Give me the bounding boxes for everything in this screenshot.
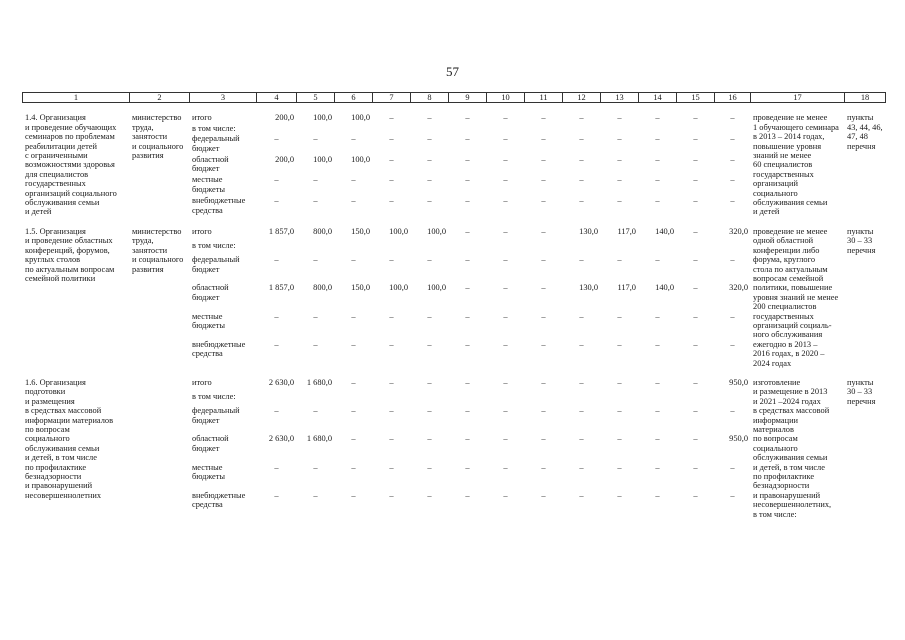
value-cell: – [503,311,508,321]
value-cell: 2 630,0 [268,377,294,387]
value-cell: – [730,255,735,265]
funding-source: внебюджетные средства [192,196,246,215]
value-cell [563,241,601,255]
expected-result: проведение не менее 1 обучающего семинара в 2013 – 2014 годах, повышение уровня знаний не менее 60 специалистов государственных организаций социального обслуживания семьи и детей [753,113,839,217]
value-cell: – [351,377,356,387]
value-cell [449,241,487,255]
value-cell: – [541,377,546,387]
value-cell: – [503,134,508,144]
value-cell: – [313,406,318,416]
value-cell [563,124,601,134]
value-cell: – [313,134,318,144]
value-cell: – [351,339,356,349]
header-cell: 9 [449,93,487,103]
value-cell: – [579,406,584,416]
value-cell: – [730,175,735,185]
value-cell [601,241,639,255]
value-cell: – [274,490,279,500]
value-cell: – [351,434,356,444]
funding-source: итого [192,113,212,123]
funding-source: местные бюджеты [192,311,226,330]
value-cell: – [427,377,432,387]
value-cell [257,392,297,406]
value-cell: – [730,462,735,472]
value-cell: – [579,134,584,144]
header-cell: 14 [639,93,677,103]
value-cell: 320,0 [729,226,748,236]
value-cell: – [313,490,318,500]
value-cell: – [541,311,546,321]
value-cell: 100,0 [427,226,446,236]
table-row [23,378,886,392]
value-cell: – [313,255,318,265]
value-cell: – [503,154,508,164]
value-cell: – [503,462,508,472]
header-cell: 8 [411,93,449,103]
value-cell: – [655,406,660,416]
value-cell: – [579,196,584,206]
value-cell: – [389,311,394,321]
value-cell: – [389,406,394,416]
table-row [23,113,886,123]
value-cell: – [427,134,432,144]
value-cell [297,124,335,134]
value-cell [335,392,373,406]
spacer-cell [23,217,886,227]
value-cell: 800,0 [313,283,332,293]
value-cell: – [351,406,356,416]
value-cell: – [655,196,660,206]
value-cell: – [541,434,546,444]
value-cell: – [427,255,432,265]
value-cell [487,392,525,406]
row-spacer [23,103,886,114]
measure-name: 1.4. Организация и проведение обучающих семинаров по проблемам реабилитации детей с ограниченными возможностями здоровья для специалистов государственных организаций социального обслуживания семьи и детей [25,113,117,217]
value-cell: – [274,196,279,206]
table-row [23,227,886,241]
executor: министерство труда, занятости и социального развития [132,226,184,274]
value-cell [257,124,297,134]
value-cell: – [465,226,470,236]
list-points: пункты 30 – 33 перечня [847,377,876,406]
value-cell: 140,0 [655,283,674,293]
value-cell: – [274,406,279,416]
value-cell: – [617,490,622,500]
value-cell: – [541,196,546,206]
value-cell: – [351,311,356,321]
value-cell [677,124,715,134]
funding-source: местные бюджеты [192,462,226,482]
value-cell: – [730,339,735,349]
value-cell: – [655,113,660,123]
value-cell: 100,0 [389,226,408,236]
value-cell: – [655,339,660,349]
value-cell: – [427,339,432,349]
value-cell: – [693,377,698,387]
value-cell: – [503,490,508,500]
value-cell: – [541,226,546,236]
value-cell: – [693,255,698,265]
value-cell: – [351,196,356,206]
value-cell: – [655,175,660,185]
value-cell: 1 680,0 [306,434,332,444]
value-cell: – [579,255,584,265]
funding-source: областной бюджет [192,154,229,174]
value-cell [715,124,751,134]
funding-source: областной бюджет [192,283,229,302]
program-table [22,92,886,519]
value-cell: – [617,134,622,144]
row-spacer [23,368,886,378]
value-cell: 130,0 [579,283,598,293]
value-cell: – [465,196,470,206]
row-spacer [23,217,886,227]
value-cell [335,124,373,134]
value-cell: – [389,196,394,206]
value-cell [373,241,411,255]
value-cell: 1 857,0 [268,283,294,293]
value-cell: – [465,311,470,321]
funding-source: местные бюджеты [192,175,226,194]
value-cell: – [730,311,735,321]
funding-source: федеральный бюджет [192,134,240,153]
header-cell: 7 [373,93,411,103]
value-cell: – [541,283,546,293]
value-cell: – [503,175,508,185]
value-cell: – [503,434,508,444]
value-cell: – [617,175,622,185]
value-cell [563,392,601,406]
value-cell: – [389,462,394,472]
value-cell: – [313,175,318,185]
value-cell: – [655,154,660,164]
funding-source: в том числе: [192,240,236,250]
value-cell: 950,0 [729,434,748,444]
value-cell: – [655,311,660,321]
value-cell: – [655,462,660,472]
value-cell [677,241,715,255]
value-cell: – [465,339,470,349]
value-cell: 117,0 [617,226,636,236]
funding-source: внебюджетные средства [192,339,246,359]
value-cell: – [389,134,394,144]
value-cell: – [465,462,470,472]
value-cell: – [730,196,735,206]
value-cell: – [465,434,470,444]
value-cell [411,392,449,406]
value-cell: – [503,406,508,416]
value-cell: – [389,339,394,349]
value-cell: – [503,113,508,123]
value-cell: – [693,154,698,164]
value-cell: – [427,406,432,416]
value-cell [487,241,525,255]
value-cell: 150,0 [351,283,370,293]
value-cell: – [427,113,432,123]
value-cell: 800,0 [313,226,332,236]
value-cell: – [693,339,698,349]
value-cell: – [274,134,279,144]
value-cell: – [465,377,470,387]
value-cell: – [730,154,735,164]
value-cell: – [503,196,508,206]
header-cell: 2 [130,93,190,103]
value-cell: 100,0 [389,283,408,293]
value-cell: – [579,113,584,123]
value-cell: – [579,462,584,472]
value-cell: – [274,462,279,472]
value-cell: – [389,113,394,123]
value-cell: – [541,462,546,472]
funding-source: итого [192,226,212,236]
value-cell [525,124,563,134]
value-cell: 100,0 [313,113,332,123]
header-cell: 10 [487,93,525,103]
value-cell: – [617,339,622,349]
value-cell: – [274,175,279,185]
value-cell: – [465,490,470,500]
value-cell: – [351,255,356,265]
value-cell: – [541,134,546,144]
value-cell: – [579,154,584,164]
value-cell: – [274,311,279,321]
value-cell [257,241,297,255]
value-cell: 130,0 [579,226,598,236]
value-cell: – [541,113,546,123]
value-cell [335,241,373,255]
value-cell: – [655,434,660,444]
value-cell: – [693,311,698,321]
value-cell [715,241,751,255]
value-cell: – [730,490,735,500]
value-cell: – [579,339,584,349]
value-cell: 200,0 [275,154,294,164]
value-cell: – [541,154,546,164]
value-cell: 100,0 [427,283,446,293]
value-cell: – [655,490,660,500]
value-cell: – [617,311,622,321]
value-cell: – [655,377,660,387]
value-cell: – [351,175,356,185]
expected-result: проведение не менее одной областной конференции либо форума, круглого стола по актуальным вопросам семейной политики, повышение уровня знаний не менее 200 специалистов государственных организаций социаль- ного обслуживания ежегодно в 2013 – 2016 годах, в 2020 – 2024 годах [753,226,839,368]
page-number: 57 [446,64,459,79]
value-cell: 100,0 [351,154,370,164]
value-cell: – [541,406,546,416]
header-cell: 1 [23,93,130,103]
value-cell [639,241,677,255]
value-cell: – [351,490,356,500]
funding-source: федеральный бюджет [192,406,240,425]
funding-source: областной бюджет [192,434,229,453]
value-cell: – [541,339,546,349]
value-cell: – [427,490,432,500]
value-cell: – [579,434,584,444]
value-cell: – [541,175,546,185]
value-cell [449,124,487,134]
value-cell: – [617,434,622,444]
value-cell: – [541,490,546,500]
value-cell: – [389,255,394,265]
value-cell [715,392,751,406]
value-cell: – [617,462,622,472]
value-cell: – [579,377,584,387]
value-cell: – [351,134,356,144]
list-points: пункты 30 – 33 перечня [847,226,876,255]
header-cell: 11 [525,93,563,103]
value-cell [411,241,449,255]
value-cell: – [655,255,660,265]
value-cell [297,241,335,255]
value-cell: – [503,226,508,236]
value-cell [373,392,411,406]
header-row [23,93,886,103]
value-cell: – [693,462,698,472]
list-points: пункты 43, 44, 46, 47, 48 перечня [847,113,883,151]
header-cell: 5 [297,93,335,103]
value-cell: – [503,283,508,293]
value-cell: 2 630,0 [268,434,294,444]
value-cell: – [503,377,508,387]
executor [130,378,190,519]
header-cell: 17 [751,93,845,103]
value-cell: – [427,462,432,472]
value-cell: – [389,154,394,164]
value-cell: 1 680,0 [306,377,332,387]
value-cell: 150,0 [351,226,370,236]
value-cell: 200,0 [275,113,294,123]
expected-result: изготовление и размещение в 2013 и 2021 –2024 годах в средствах массовой информации материалов по вопросам социального обслуживания семьи и детей, в том числе по профилактике безнадзорности и правонарушений несовершеннолетних, в том числе: [753,377,832,519]
header-cell: 6 [335,93,373,103]
header-cell: 4 [257,93,297,103]
value-cell: – [389,175,394,185]
value-cell: – [313,462,318,472]
header-cell: 12 [563,93,601,103]
value-cell: – [730,406,735,416]
value-cell: 100,0 [313,154,332,164]
value-cell: – [351,462,356,472]
value-cell: – [541,255,546,265]
value-cell: – [693,490,698,500]
header-cell: 13 [601,93,639,103]
value-cell: – [427,154,432,164]
funding-source: внебюджетные средства [192,490,246,510]
header-cell: 18 [845,93,886,103]
value-cell: – [579,490,584,500]
value-cell [525,392,563,406]
value-cell [601,124,639,134]
value-cell: – [617,255,622,265]
value-cell: 140,0 [655,226,674,236]
value-cell: – [617,196,622,206]
value-cell: 950,0 [729,377,748,387]
value-cell: – [465,283,470,293]
value-cell: – [693,175,698,185]
value-cell: – [503,339,508,349]
value-cell: – [617,377,622,387]
value-cell: – [579,175,584,185]
value-cell [677,392,715,406]
value-cell: – [389,434,394,444]
value-cell [449,392,487,406]
value-cell: – [465,134,470,144]
value-cell: – [693,196,698,206]
value-cell: – [617,154,622,164]
value-cell: – [503,255,508,265]
funding-source: итого [192,377,212,387]
value-cell: – [617,406,622,416]
value-cell: 100,0 [351,113,370,123]
value-cell [487,124,525,134]
value-cell [373,124,411,134]
value-cell [297,392,335,406]
value-cell: – [693,226,698,236]
value-cell: – [313,311,318,321]
header-cell: 15 [677,93,715,103]
value-cell: – [617,113,622,123]
header-cell: 3 [190,93,257,103]
value-cell: – [579,311,584,321]
value-cell [639,392,677,406]
value-cell: – [693,113,698,123]
value-cell: – [465,154,470,164]
executor: министерство труда, занятости и социального развития [132,113,184,161]
value-cell: 1 857,0 [268,226,294,236]
value-cell: – [427,434,432,444]
value-cell: – [465,406,470,416]
value-cell [411,124,449,134]
value-cell: – [274,339,279,349]
value-cell: 117,0 [617,283,636,293]
value-cell: – [389,490,394,500]
value-cell: – [693,283,698,293]
value-cell: – [465,113,470,123]
measure-name: 1.6. Организация подготовки и размещения в средствах массовой информации материалов по вопросам социального обслуживания семьи и детей, в том числе по профилактике безнадзорности и правонарушений несовершеннолетних [25,377,114,500]
funding-source: в том числе: [192,392,236,402]
funding-source: федеральный бюджет [192,255,240,274]
value-cell: – [465,255,470,265]
value-cell: – [693,406,698,416]
value-cell: – [730,113,735,123]
value-cell: – [693,134,698,144]
value-cell: – [313,196,318,206]
header-cell: 16 [715,93,751,103]
value-cell: 320,0 [729,283,748,293]
value-cell: – [465,175,470,185]
value-cell: – [427,196,432,206]
value-cell: – [427,175,432,185]
value-cell [601,392,639,406]
value-cell: – [313,339,318,349]
spacer-cell [23,368,886,378]
measure-name: 1.5. Организация и проведение областных конференций, форумов, круглых столов по актуальным вопросам семейной политики [25,226,115,283]
value-cell: – [389,377,394,387]
spacer-cell [23,103,886,114]
value-cell: – [730,134,735,144]
value-cell [525,241,563,255]
value-cell: – [427,311,432,321]
value-cell: – [693,434,698,444]
value-cell: – [274,255,279,265]
value-cell: – [655,134,660,144]
funding-source: в том числе: [192,123,236,133]
value-cell [639,124,677,134]
